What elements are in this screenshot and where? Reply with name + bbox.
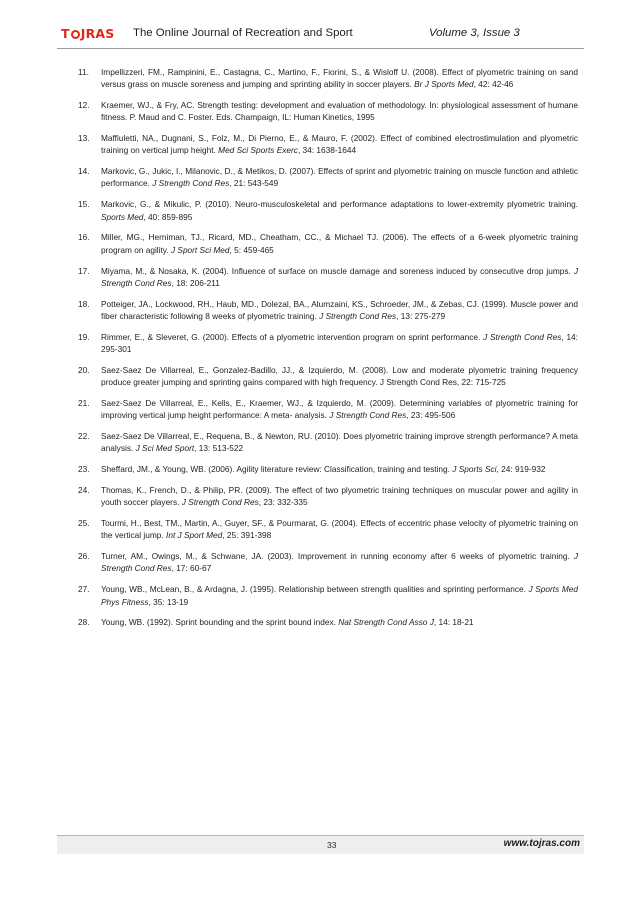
logo-ring-icon [71,30,80,39]
website-link[interactable]: www.tojras.com [503,838,580,849]
reference-text: Young, WB. (1992). Sprint bounding and the sprint bound index. [101,617,336,628]
reference-item [78,265,578,289]
reference-number: 26. [78,551,90,562]
reference-number: 13. [78,133,90,144]
reference-item [78,463,578,475]
reference-item [78,616,578,628]
reference-item [78,331,578,355]
reference-number: 22. [78,431,90,442]
reference-text: Markovic, G., Jukic, I., Milanovic, D., & Metikos, D. (2007). Effects of sprint and plyometric training on muscle function and athletic performance. [101,166,578,189]
reference-number: 20. [78,364,90,375]
logo-letter-t: T [61,26,70,41]
reference-number: 15. [78,199,90,210]
header-divider [57,48,584,49]
reference-number: 17. [78,265,90,276]
reference-number: 28. [78,617,90,628]
reference-volume-pages: , 23: 332-335 [258,497,308,508]
reference-volume-pages: , 13: 513-522 [194,443,244,454]
reference-journal: J Sports Med Phys Fitness [101,584,578,607]
reference-item [78,583,578,607]
reference-text: Impellizzeri, FM., Rampinini, E., Castagna, C., Martino, F., Fiorini, S., & Wisloff U. (2008). Effect of plyometric training on sand versus grass on muscle soreness and jumping and sprinting ability in soccer players. [101,67,578,90]
reference-item [78,99,578,123]
page-header [57,24,581,46]
reference-text: Sheffard, JM., & Young, WB. (2006). Agility literature review: Classification, training and testing. [101,464,450,475]
reference-journal: J Strength Cond Res [152,178,230,189]
reference-journal: J Sport Sci Med [170,244,230,255]
reference-journal: J Sci Med Sport [135,443,195,454]
reference-text: Young, WB., McLean, B., & Ardagna, J. (1995). Relationship between strength qualities and sprinting performance. [101,584,526,595]
reference-text: Kraemer, WJ., & Fry, AC. Strength testing: development and evaluation of methodology. In: physiological assessment of humane fitness. P. Maud and C. Foster. Eds. Champaign, IL: Human Kinetics, 1995 [101,100,578,123]
volume-issue: Volume 3, Issue 3 [429,27,520,39]
reference-text: Saez-Saez De Villarreal, E., Gonzalez-Badillo, JJ., & Izquierdo, M. (2008). Low and moderate plyometric training frequency produce greater jumping and sprinting gains compared with high frequency. J Strength Cond Res, 22: 715-725 [101,364,578,388]
reference-journal: J Strength Cond Res [101,265,578,288]
reference-text: Potteiger, JA., Lockwood, RH., Haub, MD., Dolezal, BA., Alumzaini, KS., Schroeder, JM., & Zebas, CJ. (1999). Muscle power and fiber characteristic following 8 weeks of plyometric training. [101,298,578,321]
reference-text: Saez-Saez De Villarreal, E., Requena, B., & Newton, RU. (2010). Does plyometric training improve strength performance? A meta analysis. [101,431,578,454]
reference-text: Tourmi, H., Best, TM., Martin, A., Guyer, SF., & Pourmarat, G. (2004). Effects of eccentric phase velocity of plyometric training on the vertical jump. [101,518,578,541]
reference-number: 12. [78,100,90,111]
reference-item [78,231,578,255]
reference-item [78,484,578,508]
reference-volume-pages: , 13: 275-279 [396,310,446,321]
page-number: 33 [327,840,337,850]
reference-item [78,198,578,222]
reference-text: Maffiuletti, NA., Dugnani, S., Folz, M., Di Pierno, E., & Mauro, F. (2002). Effect of combined electrostimulation and plyometric training on vertical jump height. [101,133,578,156]
reference-item [78,132,578,156]
reference-volume-pages: , 21: 543-549 [229,178,279,189]
reference-item [78,517,578,541]
reference-text: Miyama, M., & Nosaka, K. (2004). Influence of surface on muscle damage and soreness induced by consecutive drop jumps. [101,265,571,276]
reference-journal: Int J Sport Med [166,530,223,541]
reference-list [78,66,592,637]
reference-journal: Sports Med [101,211,144,222]
reference-number: 14. [78,166,90,177]
reference-journal: Nat Strength Cond Asso J [338,617,434,628]
reference-volume-pages: , 23: 495-506 [406,410,456,421]
reference-volume-pages: , 18: 206-211 [171,277,220,288]
reference-number: 16. [78,232,90,243]
reference-volume-pages: , 25: 391-398 [222,530,272,541]
reference-journal: J Strength Cond Res [101,551,578,574]
reference-item [78,298,578,322]
reference-journal: J Sports Sci [452,464,497,475]
reference-text: Saez-Saez De Villarreal, E., Kells, E., Kraemer, WJ., & Izquierdo, M. (2009). Determining variables of plyometric training for improving vertical jump height performance: A meta- analysis. [101,397,578,421]
reference-volume-pages: , 35: 13-19 [148,596,189,607]
reference-journal: Br J Sports Med [414,79,474,90]
reference-text: Thomas, K., French, D., & Philip, PR. (2009). The effect of two plyometric training techniques on muscular power and agility in youth soccer players. [101,485,578,508]
reference-journal: J Strength Cond Res [483,331,562,342]
reference-journal: Med Sci Sports Exerc [218,145,298,156]
reference-text: Markovic, G., & Mikulic, P. (2010). Neuro-musculoskeletal and performance adaptations to lower-extremity plyometric training. [101,199,578,210]
reference-journal: J Strength Cond Res [319,310,397,321]
journal-logo [61,26,115,41]
reference-number: 11. [78,67,89,77]
reference-volume-pages: , 40: 859-895 [143,211,193,222]
reference-volume-pages: , 5: 459-465 [229,244,274,255]
reference-volume-pages: , 17: 60-67 [171,563,212,574]
reference-journal: J Strength Cond Res [181,497,259,508]
reference-item [78,397,578,421]
reference-text: Rimmer, E., & Sleveret, G. (2000). Effects of a plyometric intervention program on sprint performance. [101,331,481,342]
reference-number: 24. [78,485,90,496]
reference-volume-pages: , 14: 18-21 [433,617,474,628]
reference-number: 18. [78,298,90,309]
reference-number: 27. [78,584,90,595]
reference-item [78,364,578,388]
reference-volume-pages: , 24: 919-932 [496,464,546,475]
reference-volume-pages: , 14: 295-301 [101,331,578,354]
reference-item [78,550,578,574]
reference-item [78,165,578,189]
reference-number: 25. [78,518,90,529]
footer-divider [57,835,584,836]
reference-number: 21. [78,397,90,408]
reference-text: Turner, AM., Owings, M., & Schwane, JA. (2003). Improvement in running economy after 6 weeks of plyometric training. [101,551,570,562]
journal-title: The Online Journal of Recreation and Sport [133,27,353,39]
reference-text: Miller, MG., Herniman, TJ., Ricard, MD., Cheatham, CC., & Michael TJ. (2006). The effects of a 6-week plyometric training program on agility. [101,232,578,255]
logo-letters-jras: JRAS [80,26,115,41]
reference-number: 19. [78,331,90,342]
page-footer [57,835,584,854]
reference-item [78,430,578,454]
reference-volume-pages: , 42: 42-46 [473,79,514,90]
reference-item [78,66,578,90]
reference-volume-pages: , 34: 1638-1644 [297,145,357,156]
reference-journal: J Strength Cond Res [329,410,407,421]
reference-number: 23. [78,464,90,475]
